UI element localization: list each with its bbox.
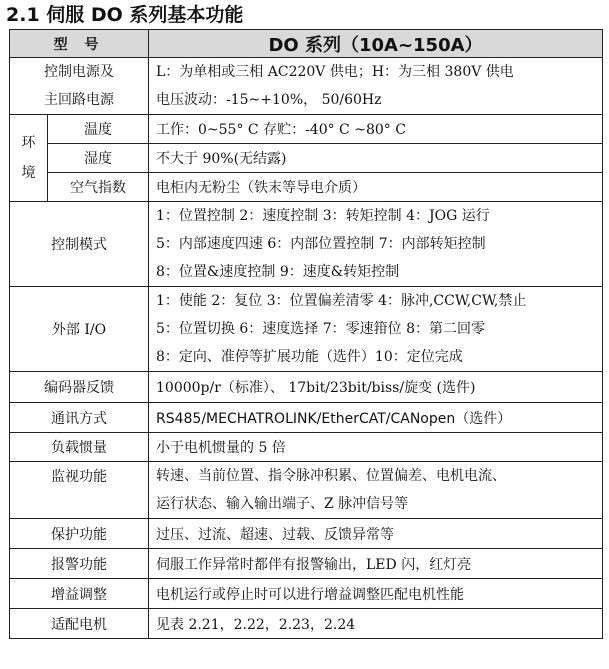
table-row-temperature [10, 115, 603, 144]
io-line3: 8：定向、准停等扩展功能（选件）10：定位完成 [156, 349, 463, 365]
power-label-line2: 主回路电源 [44, 92, 114, 108]
control-mode-line2: 5：内部速度四速 6：内部位置控制 7：内部转矩控制 [156, 236, 486, 252]
protect-value: 过压、过流、超速、过载、反馈异常等 [149, 519, 603, 549]
monitor-line2: 运行状态、输入输出端子、Z 脉冲信号等 [156, 496, 409, 512]
table-row-humidity [10, 144, 603, 173]
power-value-line2: 电压波动：-15~+10%， 50/60Hz [156, 92, 382, 108]
env-char1: 环 [21, 135, 36, 151]
model-header: 型 号 [10, 30, 149, 58]
environment-group-label [10, 115, 48, 202]
inertia-value: 小于电机惯量的 5 倍 [149, 433, 603, 462]
temperature-label: 温度 [48, 115, 149, 144]
spec-table [9, 29, 603, 639]
table-row-encoder [10, 372, 603, 403]
table-row-control-mode [10, 202, 603, 287]
control-mode-value [149, 202, 603, 287]
temperature-value: 工作：0~55° C 存贮：-40° C ~80° C [149, 115, 603, 144]
series-header: DO 系列（10A~150A） [149, 30, 603, 58]
env-char2: 境 [21, 165, 36, 181]
monitor-line1: 转速、当前位置、指令脉冲积累、位置偏差、电机电流、 [156, 468, 506, 484]
io-line1: 1：使能 2：复位 3：位置偏差清零 4：脉冲,CCW,CW,禁止 [156, 293, 527, 309]
table-row-motor [10, 609, 603, 639]
table-row-inertia [10, 433, 603, 462]
gain-value: 电机运行或停止时可以进行增益调整匹配电机性能 [149, 579, 603, 609]
power-value [149, 58, 603, 115]
table-row-comm [10, 403, 603, 433]
table-row-io [10, 287, 603, 372]
comm-label: 通讯方式 [10, 403, 149, 433]
io-value [149, 287, 603, 372]
control-mode-line1: 1：位置控制 2：速度控制 3：转矩控制 4：JOG 运行 [156, 208, 490, 224]
io-label: 外部 I/O [10, 287, 149, 372]
table-row-gain [10, 579, 603, 609]
io-line2: 5：位置切换 6：速度选择 7：零速箝位 8：第二回零 [156, 321, 485, 337]
motor-value: 见表 2.21，2.22，2.23，2.24 [149, 609, 603, 639]
inertia-label: 负载惯量 [10, 433, 149, 462]
table-row-monitor [10, 462, 603, 519]
table-row-alarm [10, 549, 603, 579]
alarm-label: 报警功能 [10, 549, 149, 579]
monitor-label: 监视功能 [10, 462, 149, 519]
humidity-label: 湿度 [48, 144, 149, 173]
humidity-value: 不大于 90%(无结露) [149, 144, 603, 173]
control-mode-line3: 8：位置&速度控制 9：速度&转矩控制 [156, 264, 400, 280]
alarm-value: 伺服工作异常时都伴有报警输出，LED 闪，红灯亮 [149, 549, 603, 579]
table-row-protect [10, 519, 603, 549]
section-title: 2.1 伺服 DO 系列基本功能 [6, 4, 244, 26]
motor-label: 适配电机 [10, 609, 149, 639]
protect-label: 保护功能 [10, 519, 149, 549]
comm-value: RS485/MECHATROLINK/EtherCAT/CANopen（选件） [149, 403, 603, 433]
air-value: 电柜内无粉尘（铁末等导电介质） [149, 173, 603, 202]
gain-label: 增益调整 [10, 579, 149, 609]
encoder-label: 编码器反馈 [10, 372, 149, 403]
table-header-row [10, 30, 603, 58]
power-label [10, 58, 149, 115]
monitor-value [149, 462, 603, 519]
table-row-power [10, 58, 603, 115]
table-row-air [10, 173, 603, 202]
power-value-line1: L：为单相或三相 AC220V 供电；H：为三相 380V 供电 [156, 64, 514, 80]
air-label: 空气指数 [48, 173, 149, 202]
control-mode-label: 控制模式 [10, 202, 149, 287]
encoder-value: 10000p/r（标准）、 17bit/23bit/biss/旋变 (选件) [149, 372, 603, 403]
power-label-line1: 控制电源及 [44, 64, 114, 80]
